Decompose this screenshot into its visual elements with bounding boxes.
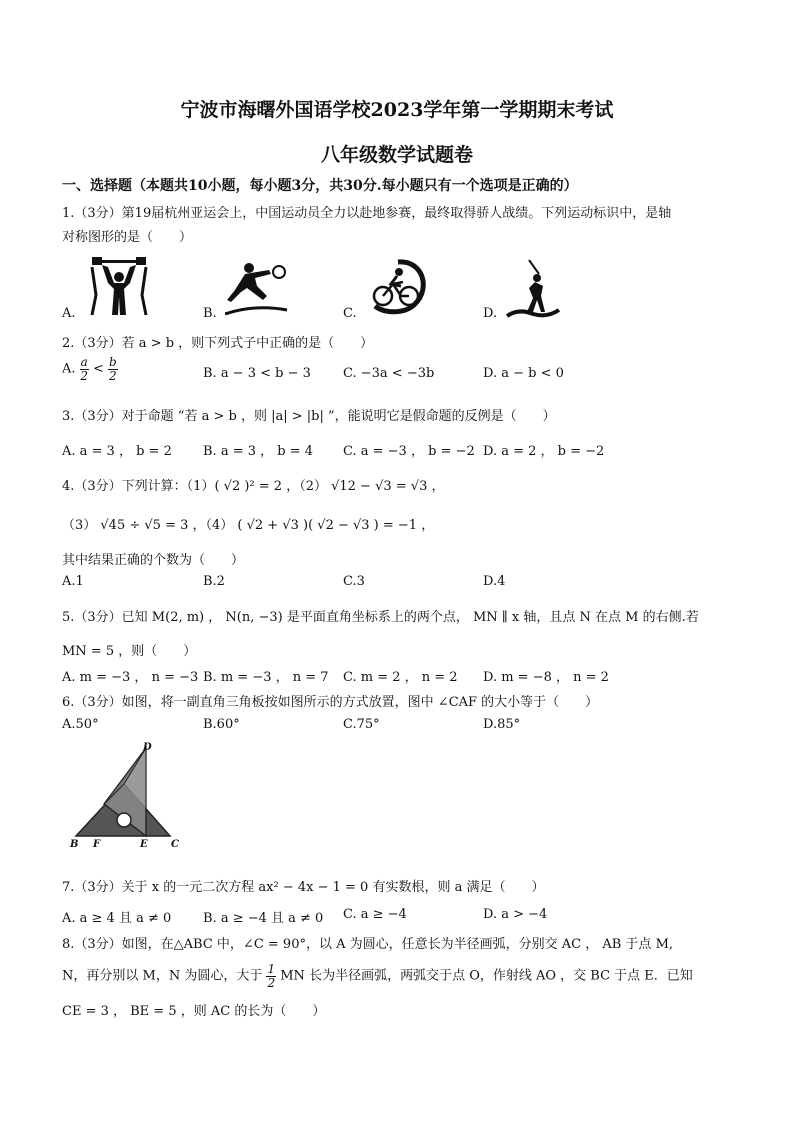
q6-option-c: C.75°: [343, 717, 380, 732]
q7-option-b: B. a ≥ −4 且 a ≠ 0: [203, 911, 324, 926]
q4-option-d: D.4: [483, 574, 506, 589]
q3-option-c: C. a = −3 ， b = −2: [343, 444, 475, 459]
q3-option-d: D. a = 2 ， b = −2: [483, 444, 605, 459]
q6-option-d: D.85°: [483, 717, 521, 732]
q5-option-b: B. m = −3 ， n = 7: [203, 670, 329, 685]
cycling-icon: [365, 258, 431, 320]
q4-option-a: A.1: [62, 574, 84, 589]
q2-option-d: D. a − b < 0: [483, 366, 564, 381]
q2-option-a: A. $\frac{a}{2}$ < $\frac{b}{2}$: [62, 355, 117, 383]
q7-option-d: D. a > −4: [483, 907, 548, 922]
q5-option-d: D. m = −8 ， n = 2: [483, 670, 609, 685]
q8-line2: N，再分别以 M，N 为圆心，大于 $\frac{1}{2}$ MN 长为半径画弧，两弧交于点 O，作射线 AO ，交 BC 于点 E．已知: [62, 962, 693, 990]
q4-option-c: C.3: [343, 574, 365, 589]
q2-stem: 2.（3分）若 a > b ，则下列式子中正确的是（ ）: [62, 336, 374, 351]
exam-subtitle: 八年级数学试题卷: [320, 144, 473, 166]
q2-option-b: B. a − 3 < b − 3: [203, 366, 311, 381]
q1-stem-line1: 1.（3分）第19届杭州亚运会上，中国运动员全力以赴地参赛，最终取得骄人战绩。下列运动标识中，是轴: [62, 206, 672, 221]
q1-option-c: C.: [343, 306, 357, 321]
weightlifting-icon: [88, 255, 150, 321]
q6-option-b: B.60°: [203, 717, 240, 732]
q2-option-c: C. −3a < −3b: [343, 366, 435, 381]
q4-line2: （3） √45 ÷ √5 = 3 ，（4） ( √2 + √3 )( √2 − √3 ) = −1 ，: [62, 518, 435, 533]
q4-line1: 4.（3分）下列计算：（1）( √2 )² = 2 ，（2） √12 − √3 = √3 ，: [62, 479, 445, 494]
q7-option-c: C. a ≥ −4: [343, 907, 407, 922]
q8-line1: 8.（3分）如图，在△ABC 中，∠C = 90°，以 A 为圆心，任意长为半径画弧，分别交 AC ， AB 于点 M,: [62, 937, 674, 952]
q5-line2: MN = 5 ，则（ ）: [62, 644, 197, 659]
q1-option-d: D.: [483, 306, 498, 321]
q5-option-a: A. m = −3 ， n = −3: [62, 670, 199, 685]
q3-option-a: A. a = 3 ， b = 2: [62, 444, 172, 459]
q1-stem-line2: 对称图形的是（ ）: [62, 230, 193, 245]
exam-title: 宁波市海曙外国语学校2023学年第一学期期末考试: [180, 99, 614, 121]
q1-option-b: B.: [203, 306, 217, 321]
q7-option-a: A. a ≥ 4 且 a ≠ 0: [62, 911, 172, 926]
point-label-f: F: [93, 839, 101, 850]
point-label-e: E: [140, 839, 148, 850]
q5-line1: 5.（3分）已知 M(2, m) ， N(n, −3) 是平面直角坐标系上的两个点， MN ∥ x 轴，且点 N 在点 M 的右侧.若: [62, 610, 699, 625]
q4-option-b: B.2: [203, 574, 225, 589]
point-label-d: D: [143, 742, 152, 753]
q8-line3: CE = 3 ， BE = 5 ，则 AC 的长为（ ）: [62, 1004, 326, 1019]
q7-stem: 7.（3分）关于 x 的一元二次方程 ax² − 4x − 1 = 0 有实数根，则 a 满足（ ）: [62, 880, 545, 895]
q3-stem: 3.（3分）对于命题 “若 a > b ，则 |a| > |b| ”，能说明它是假命题的反例是（ ）: [62, 409, 556, 424]
section-heading: 一、选择题（本题共10小题，每小题3分，共30分.每小题只有一个选项是正确的）: [62, 178, 578, 194]
q3-option-b: B. a = 3 ， b = 4: [203, 444, 314, 459]
q6-option-a: A.50°: [62, 717, 99, 732]
point-label-c: C: [171, 839, 179, 850]
q6-stem: 6.（3分）如图，将一副直角三角板按如图所示的方式放置，图中 ∠CAF 的大小等于（ ）: [62, 695, 599, 710]
q1-option-a: A.: [62, 306, 76, 321]
golf-icon: [505, 258, 561, 324]
q4-line3: 其中结果正确的个数为（ ）: [62, 553, 245, 568]
q5-option-c: C. m = 2 ， n = 2: [343, 670, 458, 685]
volleyball-icon: [225, 260, 289, 322]
point-label-b: B: [70, 839, 79, 850]
